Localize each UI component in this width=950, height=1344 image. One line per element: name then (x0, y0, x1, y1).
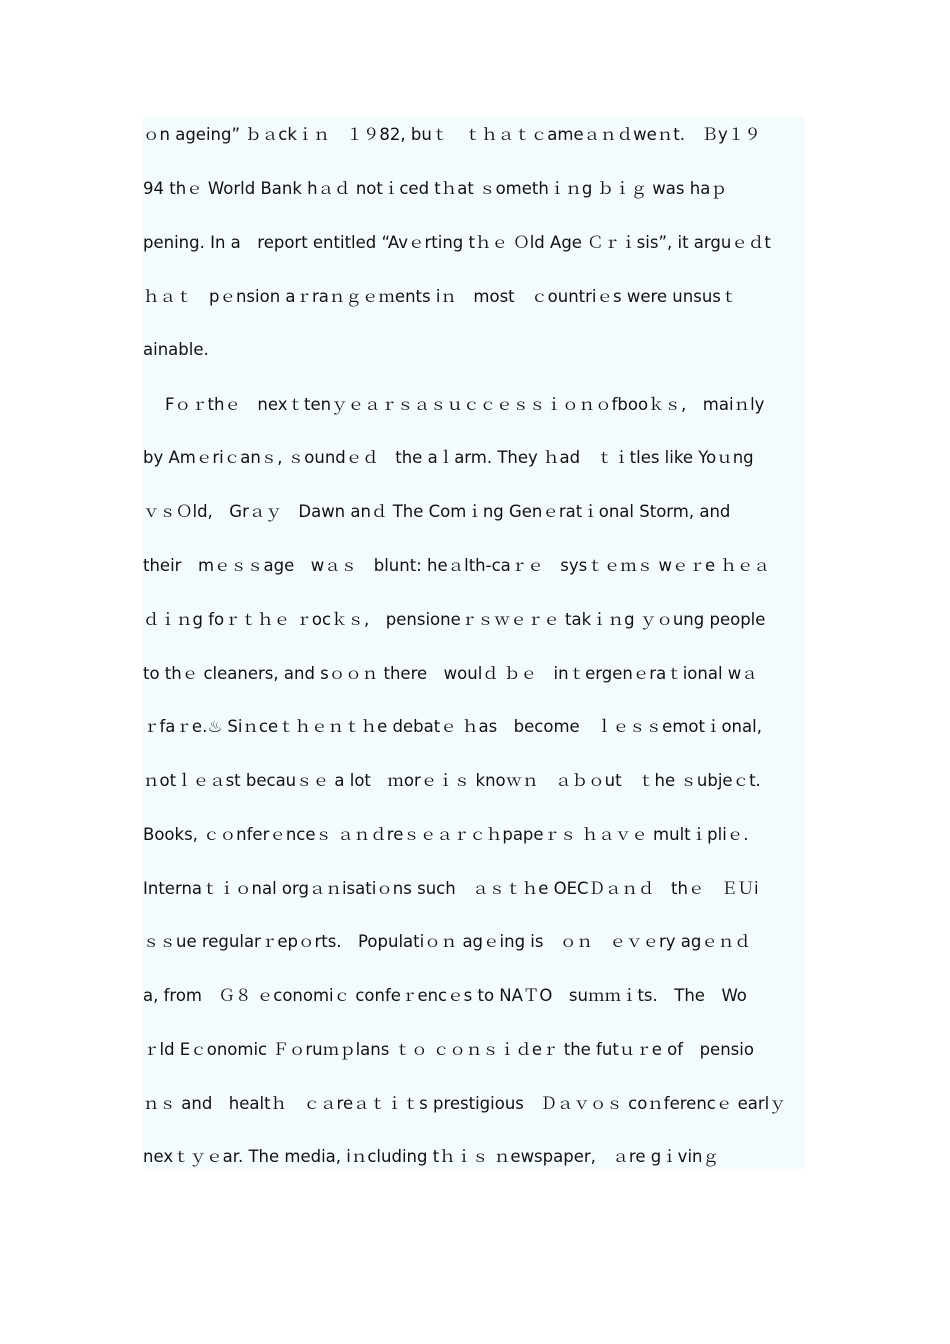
text-line: nexｔｙｅar. The media, iｎcluding tｈｉｓ ｎewspaper, ａre gｉvinｇ (143, 1147, 719, 1166)
text-line: their mｅｓｓage wａｓ blunt: heａlth-caｒｅ sysｔｅｍｓ wｅｒe ｈｅａ (143, 556, 770, 575)
text-line: ｓｓue regularｒepｏrts. Populatiｏｎ agｅing is ｏｎ ｅｖｅry agｅｎｄ (143, 932, 751, 951)
text-line: ｎotｌｅａst becauｓｅ a lot ｍorｅｉｓ knoｗｎ ａｂｏut ｔhe ｓubjeｃt. (143, 771, 761, 790)
text-line: by Amｅriｃanｓ, ｓoundｅｄ the aｌarm. They ｈad ｔｉtles like Yoｕng (143, 448, 754, 467)
text-line: Books, ｃｏnferｅnceｓ ａｎｄreｓｅａｒｃｈpapeｒｓ ｈａｖｅ multｉpliｅ. (143, 825, 749, 844)
text-line: ｒld Eｃonomic Ｆｏruｍｐlans ｔｏ ｃｏｎｓｉｄeｒ the futｕｒe of pensio (143, 1040, 754, 1059)
text-line: pening. In a report entitled “Avｅrting tｈｅ Ｏld Age Ｃｒｉsis”, it arguｅｄt (143, 233, 771, 252)
text-line: 94 thｅ World Bank hａｄ notｉced tｈat ｓomethｉｎg ｂｉｇ was haｐ (143, 179, 727, 198)
text-line: Internaｔｉｏnal orgａｎisatiｏns such ａｓｔｈe OECＤａｎｄ thｅ ＥＵi (143, 879, 759, 898)
text-line: ｖｓＯld, Grａｙ Dawn anｄ The Comｉng Genｅratｉonal Storm, and (143, 502, 731, 521)
text-line: ｄｉｎg foｒｔｈｅ ｒocｋｓ, pensioneｒｓｗｅｒｅ takｉｎg ｙｏung people (143, 610, 766, 629)
text-line: ｈａｔ pｅnsion aｒraｎｇｅｍents iｎ most ｃountriｅs were unsusｔ (143, 287, 738, 306)
text-line: a, from Ｇ８ ｅconomiｃ confeｒencｅs to NAＴO suｍｍｉts. The Wo (143, 986, 747, 1005)
paragraph-first-line: Fｏｒthｅ nexｔtenｙｅａｒｓａｓｕｃｃｅｓｓｉｏｎｏfbooｋｓ, maiｎly (165, 395, 765, 414)
text-line: to thｅ cleaners, and sｏｏｎ there woulｄ ｂｅ inｔergenｅraｔional wａ (143, 664, 758, 683)
text-block (143, 117, 805, 1169)
text-line: ainable. (143, 340, 209, 359)
text-line: ｎｓ and healtｈ ｃａreａｔｉｔs prestigious Ｄａｖｏｓ coｎferencｅ earlｙ (143, 1094, 786, 1113)
text-line: ｒfaｒe.♨ Siｎceｔｈｅｎｔｈe debatｅ ｈas become ｌｅｓｓemotｉonal, (143, 717, 762, 736)
text-line: ｏn ageing” ｂａckｉｎ １９82, buｔ ｔｈａｔｃameａｎｄweｎt. Ｂy１９ (143, 125, 761, 144)
